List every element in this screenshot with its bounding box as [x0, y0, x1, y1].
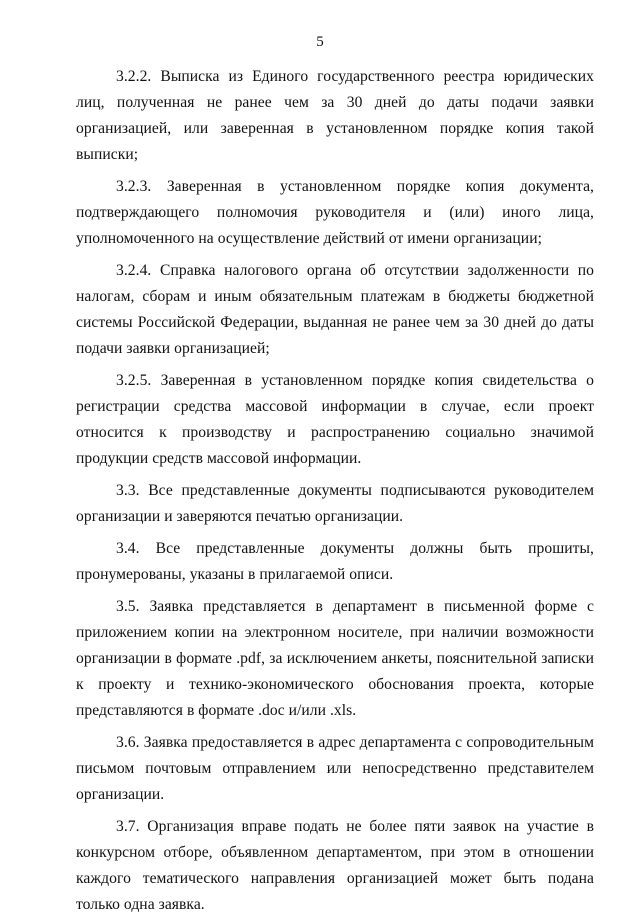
paragraph-3-2-5: 3.2.5. Заверенная в установленном порядке копия свидетельства о регистрации средства массовой информации в случае, если проект относится к производству и распространению социально значимой продукции средств массовой информации.: [76, 372, 594, 467]
paragraph-3-2-3: 3.2.3. Заверенная в установленном порядке копия документа, подтверждающего полномочия руководителя и (или) иного лица, уполномоченного на осуществление действий от имени организации;: [76, 178, 594, 247]
paragraph-3-4: 3.4. Все представленные документы должны быть прошиты, пронумерованы, указаны в прилагаемой описи.: [76, 540, 594, 583]
document-body: [76, 64, 594, 924]
page-number: 5: [316, 34, 324, 50]
paragraph-3-7: 3.7. Организация вправе подать не более пяти заявок на участие в конкурсном отборе, объявленном департаментом, при этом в отношении каждого тематического направления организацией может быть подана только одна заявка.: [76, 818, 594, 913]
paragraph-3-6: 3.6. Заявка предоставляется в адрес департамента с сопроводительным письмом почтовым отправлением или непосредственно представителем организации.: [76, 734, 594, 803]
paragraph-3-2-2: 3.2.2. Выписка из Единого государственного реестра юридических лиц, полученная не ранее чем за 30 дней до даты подачи заявки организацией, или заверенная в установленном порядке копия такой выписки;: [76, 68, 594, 163]
paragraph-3-2-4: 3.2.4. Справка налогового органа об отсутствии задолженности по налогам, сборам и иным обязательным платежам в бюджеты бюджетной системы Российской Федерации, выданная не ранее чем за 30 дней до даты подачи заявки организацией;: [76, 262, 594, 357]
paragraph-3-5: 3.5. Заявка представляется в департамент в письменной форме с приложением копии на электронном носителе, при наличии возможности организации в формате .pdf, за исключением анкеты, пояснительной записки к проекту и технико-экономического обоснования проекта, которые представляются в формате .doc и/или .xls.: [76, 598, 594, 719]
paragraph-3-3: 3.3. Все представленные документы подписываются руководителем организации и заверяются печатью организации.: [76, 482, 594, 525]
